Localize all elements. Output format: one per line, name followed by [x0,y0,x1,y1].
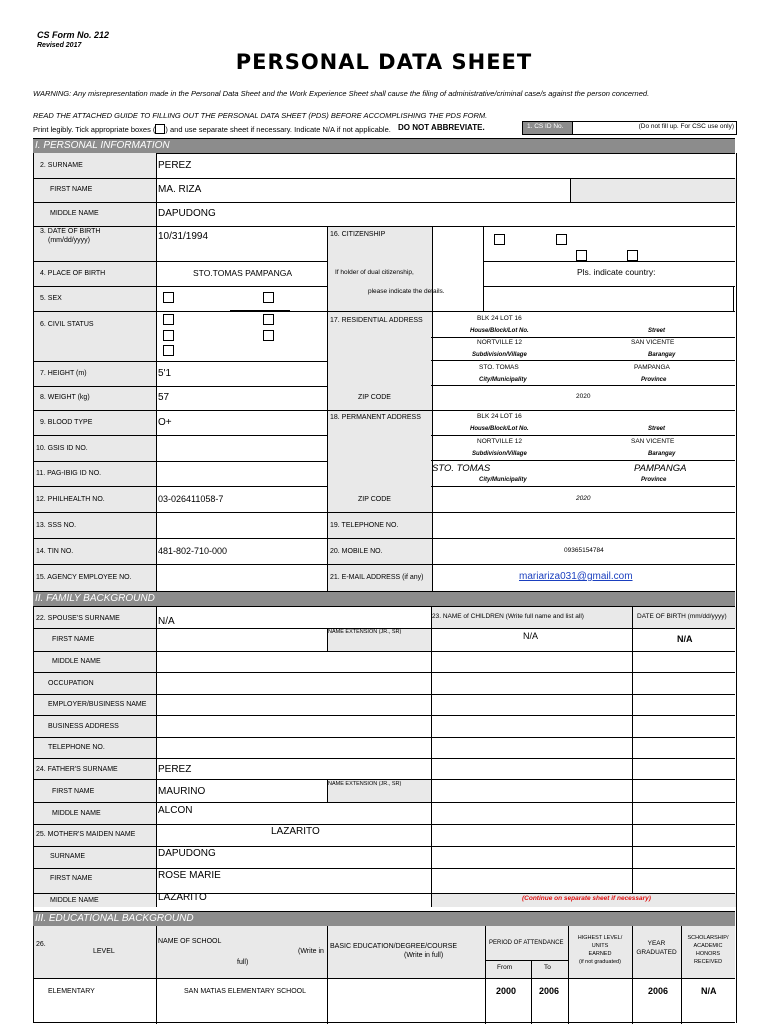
read-guide-text: READ THE ATTACHED GUIDE TO FILLING OUT THE PERSONAL DATA SHEET (PDS) BEFORE ACCOMPLISHING THE PDS FORM. [33,111,488,120]
pagibig-label: 11. PAG-IBIG ID NO. [36,470,102,477]
edu-to-value: 2006 [539,986,560,996]
revised-date: Revised 2017 [37,42,82,49]
perm-barangay-caption: Barangay [648,451,676,457]
continue-note: (Continue on separate sheet if necessary) [522,895,651,902]
father-middle-name-label: MIDDLE NAME [52,810,101,817]
section-educational-background: III. EDUCATIONAL BACKGROUND [33,911,735,927]
education-number: 26. [36,941,46,948]
civil-single-checkbox[interactable] [163,314,174,325]
to-header: To [544,964,551,971]
edu-school-value: SAN MATIAS ELEMENTARY SCHOOL [184,988,307,995]
children-dob-header-label: DATE OF BIRTH (mm/dd/yyyy) [637,613,727,620]
perm-house-value: BLK 24 LOT 16 [477,413,522,420]
highest-level-header: HIGHEST LEVEL/ UNITS EARNED (if not graduated) [577,935,623,965]
dual-by-birth-checkbox[interactable] [576,250,587,261]
perm-province-caption: Province [641,477,667,483]
mother-middle-name-label: MIDDLE NAME [50,897,99,904]
dual-by-naturalization-checkbox[interactable] [627,250,638,261]
perm-house-caption: House/Block/Lot No. [470,426,529,432]
res-house-value: BLK 24 LOT 16 [477,315,522,322]
dob-value: 10/31/1994 [158,231,209,242]
father-first-name-label: FIRST NAME [52,788,95,795]
height-label: 7. HEIGHT (m) [40,370,87,377]
blood-type-label: 9. BLOOD TYPE [40,419,93,426]
section-family-background: II. FAMILY BACKGROUND [33,591,735,607]
school-full-header: full) [237,959,249,966]
mother-maiden-value: LAZARITO [271,826,320,837]
pob-value: STO.TOMAS PAMPANGA [192,268,293,278]
employer-label: EMPLOYER/BUSINESS NAME [48,701,147,708]
telephone-label: 19. TELEPHONE NO. [330,522,399,529]
mobile-value: 09365154784 [564,547,604,554]
course-write-in-header: (Write in full) [404,952,444,959]
res-province-caption: Province [641,377,667,383]
middle-name-label: MIDDLE NAME [50,210,99,217]
mobile-label: 20. MOBILE NO. [330,548,383,555]
res-zip-label: ZIP CODE [358,394,391,401]
spouse-middle-name-label: MIDDLE NAME [52,658,101,665]
citizenship-label: 16. CITIZENSHIP [330,231,386,238]
tin-label: 14. TIN NO. [36,548,74,555]
surname-label: 2. SURNAME [40,162,83,169]
res-city-caption: City/Municipality [479,377,527,383]
tin-value: 481-802-710-000 [158,546,228,556]
res-subdivision-value: NORTVILLE 12 [477,339,523,346]
weight-label: 8. WEIGHT (kg) [40,394,90,401]
philhealth-label: 12. PHILHEALTH NO. [36,496,105,503]
height-value: 5'1 [158,368,172,379]
first-name-value: MA. RIZA [158,184,202,195]
philhealth-value: 03-026411058-7 [158,494,224,504]
children-dob-value: N/A [677,634,693,644]
cs-id-field[interactable] [572,121,737,135]
res-zip-value: 2020 [576,393,591,400]
school-write-in-header: (Write in [298,948,324,955]
spouse-name-ext-label: NAME EXTENSION (JR., SR) [328,629,402,635]
res-city-value: STO. TOMAS [479,364,519,371]
mother-first-name-value: ROSE MARIE [158,870,221,881]
civil-separated-checkbox[interactable] [263,330,274,341]
citizenship-dual-checkbox[interactable] [556,234,567,245]
perm-province-value: PAMPANGA [634,463,687,474]
name-extension-box [570,178,736,202]
family-label-column [34,607,157,907]
perm-street-caption: Street [648,426,666,432]
civil-married-checkbox[interactable] [263,314,274,325]
cs-id-label-box [522,121,573,135]
perm-subdivision-value: NORTVILLE 12 [477,438,523,445]
spouse-surname-label: 22. SPOUSE'S SURNAME [36,615,120,622]
email-label: 21. E-MAIL ADDRESS (if any) [330,574,424,581]
res-barangay-caption: Barangay [648,352,676,358]
father-name-ext-label: NAME EXTENSION (JR., SR) [328,781,402,787]
father-first-name-value: MAURINO [158,786,206,797]
dob-format-label: (mm/dd/yyyy) [48,237,90,244]
cs-id-label: 1. CS ID No. [527,123,564,130]
dual-citizenship-note-a: If holder of dual citizenship, [335,269,414,276]
section-personal-information: I. PERSONAL INFORMATION [33,138,735,154]
civil-status-label: 6. CIVIL STATUS [40,321,94,328]
warning-text: WARNING: Any misrepresentation made in the Personal Data Sheet and the Work Experience Sheet shall cause the filing of administrative/criminal case/s against the person concerned. [33,89,650,98]
agency-employee-label: 15. AGENCY EMPLOYEE NO. [36,574,132,581]
mother-maiden-label: 25. MOTHER'S MAIDEN NAME [36,831,136,838]
res-subdivision-caption: Subdivision/Village [472,352,527,358]
surname-value: PEREZ [158,160,192,171]
residential-address-label: 17. RESIDENTIAL ADDRESS [330,317,423,324]
children-header-label: 23. NAME of CHILDREN (Write full name and list all) [432,613,584,620]
res-house-caption: House/Block/Lot No. [470,328,529,334]
perm-zip-label: ZIP CODE [358,496,391,503]
perm-city-value: STO. TOMAS [432,463,491,474]
do-not-abbreviate: DO NOT ABBREVIATE. [398,123,485,132]
dual-citizenship-note-b: please indicate the details. [368,288,445,295]
father-middle-name-value: ALCON [158,805,193,816]
blood-type-value: O+ [158,417,172,428]
perm-barangay-value: SAN VICENTE [631,438,675,445]
middle-name-value: DAPUDONG [158,208,216,219]
mother-middle-name-value: LAZARITO [158,892,207,903]
scholarship-header: SCHOLARSHIP/ ACADEMIC HONORS RECEIVED [687,935,729,965]
res-street-caption: Street [648,328,666,334]
perm-subdivision-caption: Subdivision/Village [472,451,527,457]
edu-from-value: 2000 [496,986,517,996]
edu-level-value: ELEMENTARY [48,988,95,995]
year-graduated-header: YEAR GRADUATED [636,940,677,956]
first-name-label: FIRST NAME [50,186,93,193]
occupation-label: OCCUPATION [48,680,94,687]
mother-first-name-label: FIRST NAME [50,875,93,882]
perm-zip-value: 2020 [576,495,591,502]
page-title: PERSONAL DATA SHEET [235,50,533,74]
sex-label: 5. SEX [40,295,62,302]
spouse-surname-value: N/A [158,616,175,627]
permanent-address-label: 18. PERMANENT ADDRESS [330,414,421,421]
sex-female-checkbox[interactable] [263,292,274,303]
pob-label: 4. PLACE OF BIRTH [40,270,106,277]
print-legibly-text: Print legibly. Tick appropriate boxes ( ) and use separate sheet if necessary. Indicate N/A if not applicable. [33,125,391,134]
sex-male-checkbox[interactable] [163,292,174,303]
csc-use-note: (Do not fill up. For CSC use only) [638,123,734,130]
indicate-country-label: Pls. indicate country: [577,267,656,277]
mother-surname-label: SURNAME [50,853,86,860]
email-value[interactable]: mariariza031@gmail.com [519,571,633,582]
res-barangay-value: SAN VICENTE [631,339,675,346]
edu-year-value: 2006 [648,986,669,996]
mother-surname-value: DAPUDONG [158,848,216,859]
civil-other-checkbox[interactable] [163,345,174,356]
res-province-value: PAMPANGA [634,364,670,371]
school-header: NAME OF SCHOOL [158,938,222,945]
from-header: From [497,964,513,971]
dob-label: 3. DATE OF BIRTH [40,228,101,235]
father-surname-value: PEREZ [158,764,192,775]
period-header: PERIOD OF ATTENDANCE [489,940,564,946]
perm-city-caption: City/Municipality [479,477,527,483]
edu-honors-value: N/A [701,986,717,996]
gsis-label: 10. GSIS ID NO. [36,445,88,452]
course-header: BASIC EDUCATION/DEGREE/COURSE [330,943,458,950]
telephone-no-label: TELEPHONE NO. [48,744,105,751]
spouse-first-name-label: FIRST NAME [52,636,95,643]
citizenship-filipino-checkbox[interactable] [494,234,505,245]
civil-widowed-checkbox[interactable] [163,330,174,341]
father-surname-label: 24. FATHER'S SURNAME [36,766,118,773]
form-number: CS Form No. 212 [37,30,110,40]
weight-value: 57 [158,392,170,403]
children-name-value: N/A [523,631,539,641]
sss-label: 13. SSS NO. [36,522,77,529]
level-header: LEVEL [93,948,115,955]
business-address-label: BUSINESS ADDRESS [48,723,119,730]
